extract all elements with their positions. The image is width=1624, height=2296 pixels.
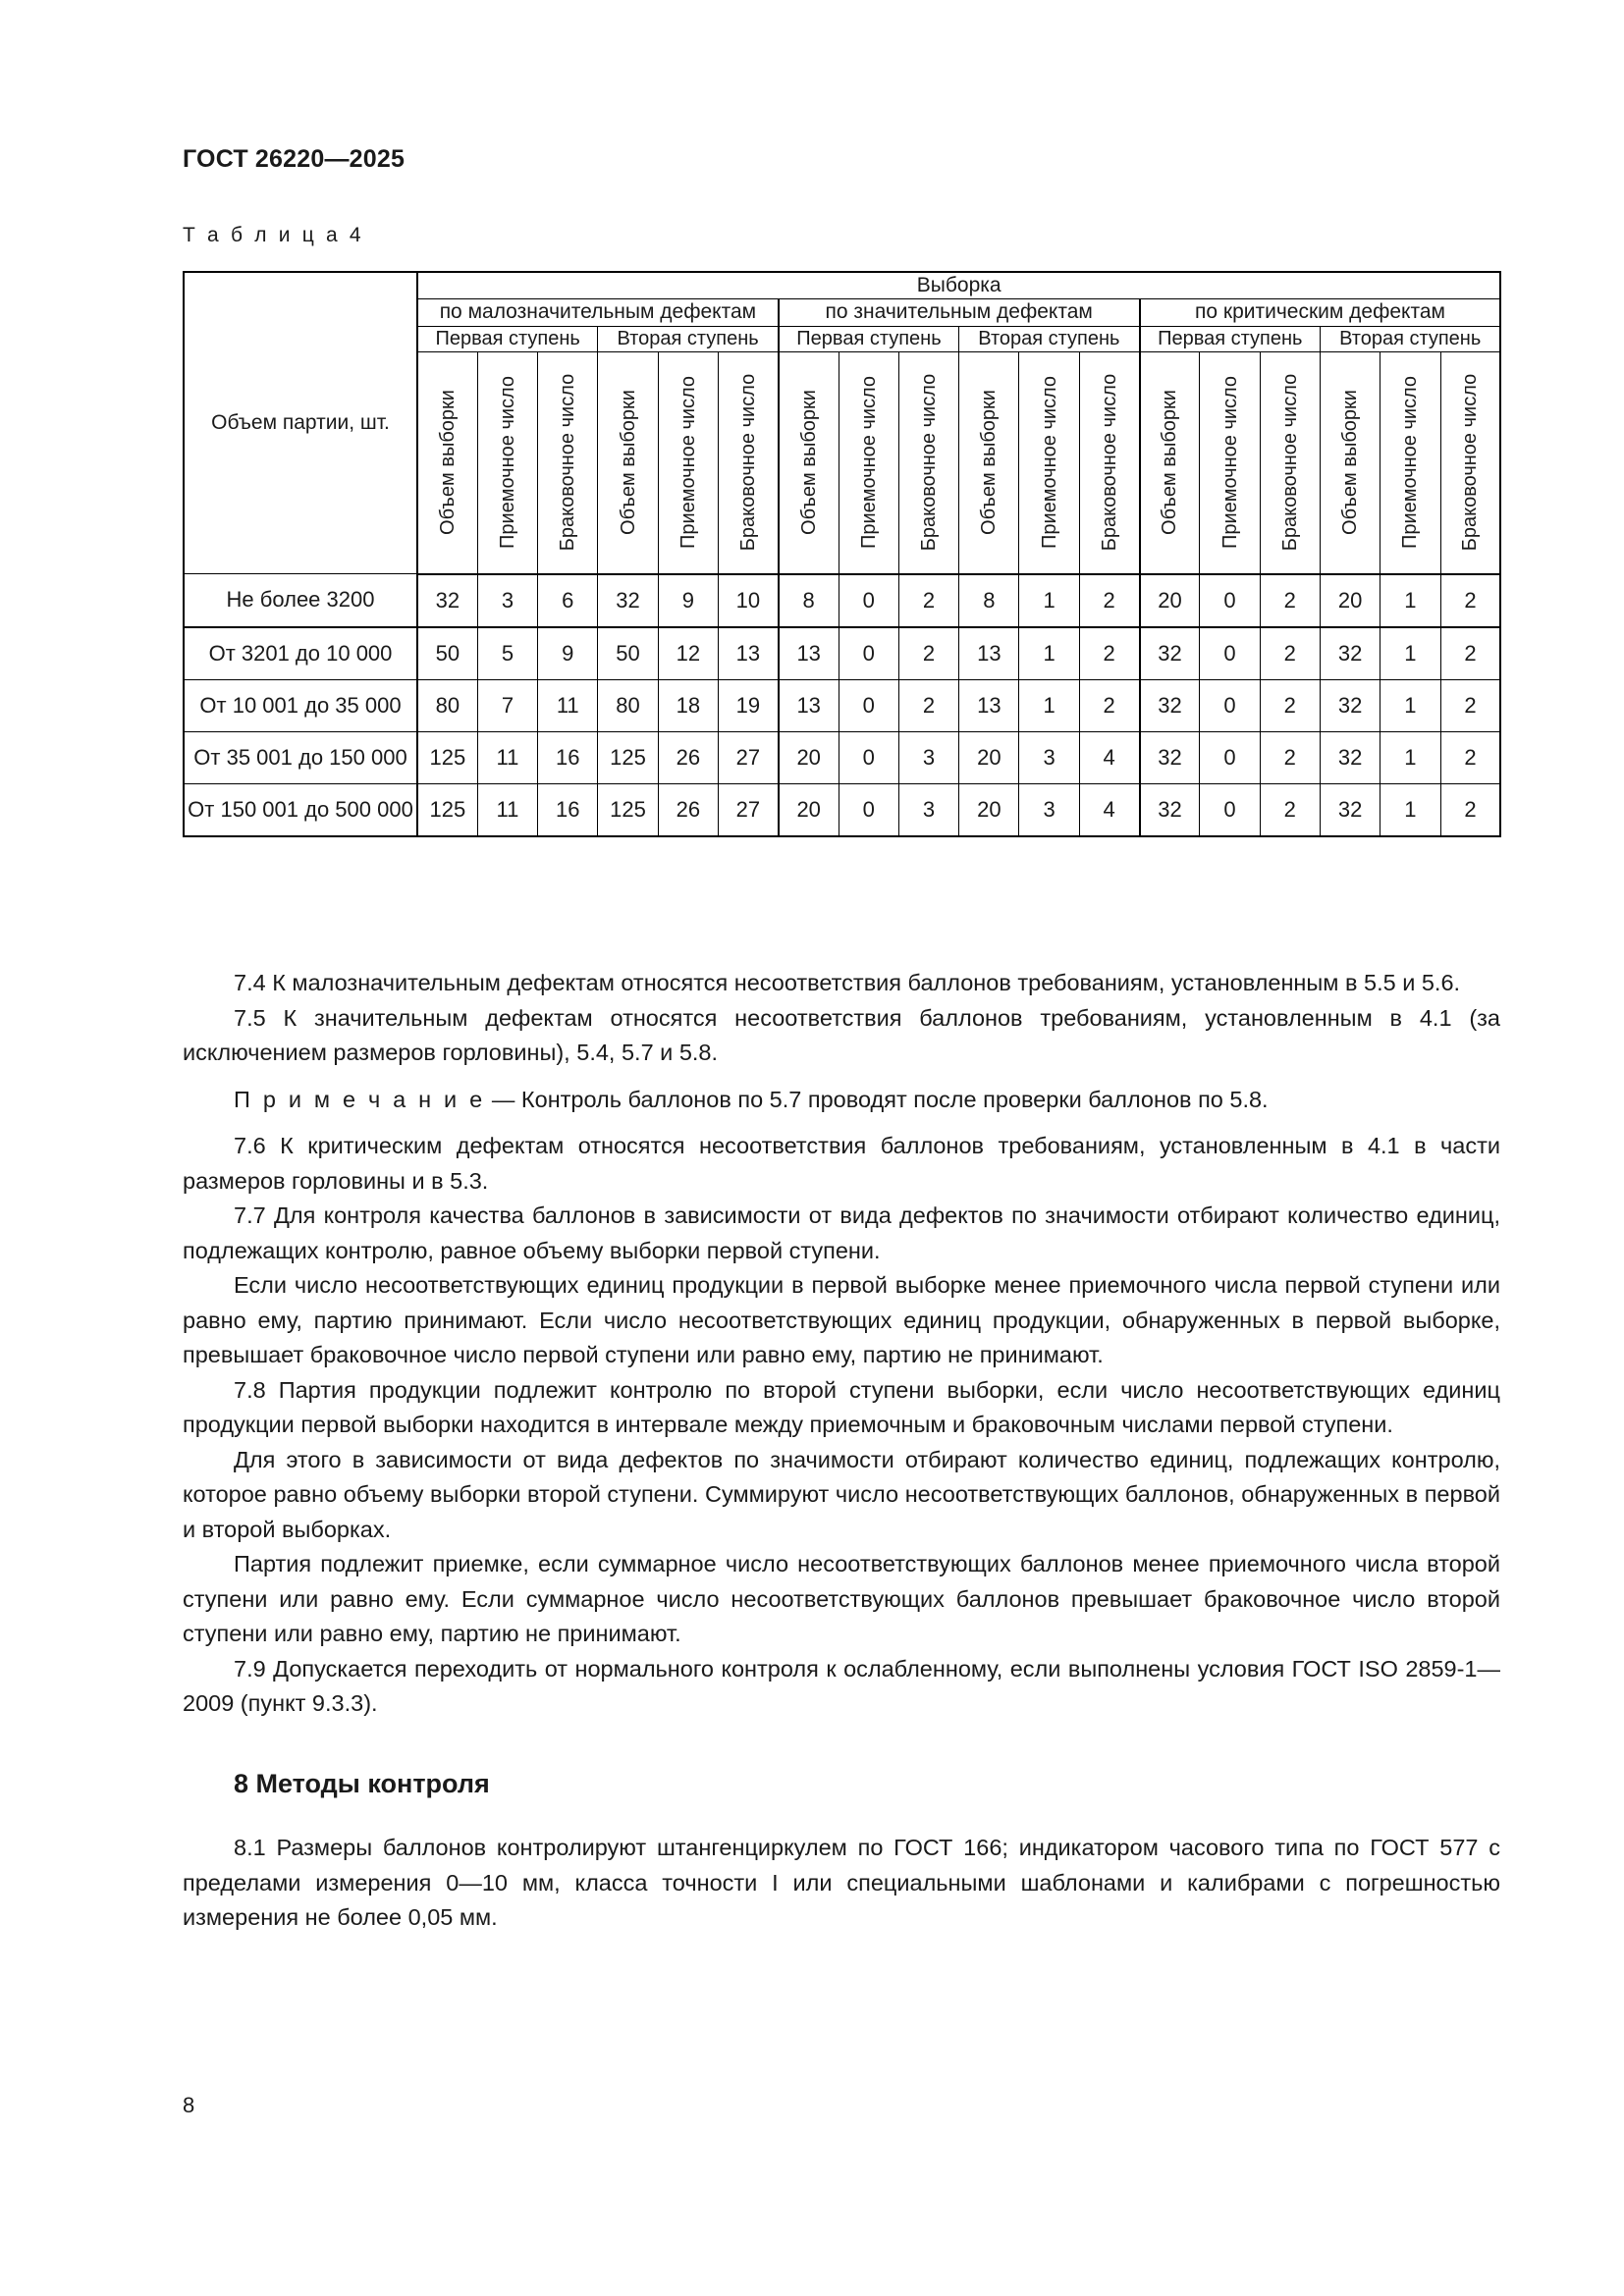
- measure-label: Объем выборки: [1159, 390, 1181, 535]
- sampling-table: [183, 271, 1501, 837]
- table-4-wrapper: [183, 271, 1500, 837]
- row-label: От 150 001 до 500 000: [184, 783, 417, 836]
- measure-label: Объем выборки: [436, 390, 459, 535]
- column-header-measure-4: [658, 351, 718, 574]
- column-header-measure-10: [1019, 351, 1079, 574]
- cell: 10: [718, 574, 778, 627]
- row-label: Не более 3200: [184, 574, 417, 627]
- cell: 2: [1260, 731, 1320, 783]
- cell: 3: [477, 574, 537, 627]
- cell: 27: [718, 783, 778, 836]
- table-caption: Т а б л и ц а 4: [183, 224, 364, 246]
- cell: 2: [1260, 679, 1320, 731]
- column-header-measure-11: [1079, 351, 1139, 574]
- cell: 1: [1380, 731, 1440, 783]
- column-header-sample: Выборка: [417, 272, 1500, 299]
- cell: 4: [1079, 783, 1139, 836]
- column-header-measure-9: [959, 351, 1019, 574]
- cell: 50: [598, 627, 658, 680]
- cell: 32: [598, 574, 658, 627]
- measure-label: Приемочное число: [1218, 375, 1241, 550]
- cell: 0: [839, 783, 898, 836]
- cell: 32: [1320, 783, 1380, 836]
- cell: 1: [1019, 679, 1079, 731]
- measure-label: Объем выборки: [617, 390, 639, 535]
- cell: 32: [1140, 731, 1200, 783]
- cell: 1: [1380, 627, 1440, 680]
- cell: 3: [898, 731, 958, 783]
- cell: 32: [1140, 679, 1200, 731]
- column-header-measure-1: [477, 351, 537, 574]
- cell: 2: [1079, 574, 1139, 627]
- column-header-stage-1a: Первая ступень: [417, 326, 598, 351]
- cell: 3: [1019, 783, 1079, 836]
- cell: 9: [658, 574, 718, 627]
- cell: 32: [1140, 627, 1200, 680]
- cell: 11: [477, 731, 537, 783]
- measure-label: Браковочное число: [736, 373, 759, 552]
- cell: 2: [898, 679, 958, 731]
- measure-label: Браковочное число: [1278, 373, 1301, 552]
- column-header-measure-6: [779, 351, 839, 574]
- cell: 2: [1260, 783, 1320, 836]
- cell: 3: [898, 783, 958, 836]
- table-row: [184, 731, 1500, 783]
- cell: 18: [658, 679, 718, 731]
- row-label: От 3201 до 10 000: [184, 627, 417, 680]
- cell: 32: [417, 574, 477, 627]
- column-header-measure-12: [1140, 351, 1200, 574]
- measure-label: Приемочное число: [677, 375, 699, 550]
- paragraph-8-1: 8.1 Размеры баллонов контролируют штангенциркулем по ГОСТ 166; индикатором часового типа по ГОСТ 577 с пределами измерения 0—10 мм, класса точности I или специальными шаблонами и калибрами с погрешностью измерения не более 0,05 мм.: [183, 1835, 1500, 1930]
- cell: 125: [417, 731, 477, 783]
- cell: 16: [538, 783, 598, 836]
- measure-label: Браковочное число: [918, 373, 941, 552]
- cell: 19: [718, 679, 778, 731]
- cell: 32: [1140, 783, 1200, 836]
- paragraph-7-4: 7.4 К малозначительным дефектам относятся несоответствия баллонов требованиям, установленным в 5.5 и 5.6.: [234, 970, 1461, 995]
- cell: 2: [1440, 731, 1500, 783]
- cell: 13: [779, 627, 839, 680]
- column-header-measure-14: [1260, 351, 1320, 574]
- column-header-measure-0: [417, 351, 477, 574]
- cell: 1: [1019, 627, 1079, 680]
- paragraph-7-7: 7.7 Для контроля качества баллонов в зависимости от вида дефектов по значимости отбирают количество единиц, подлежащих контролю, равное объему выборки первой ступени.: [183, 1202, 1500, 1263]
- cell: 80: [417, 679, 477, 731]
- cell: 32: [1320, 731, 1380, 783]
- body-text: [183, 966, 1500, 1936]
- note-label: П р и м е ч а н и е: [234, 1086, 486, 1112]
- cell: 8: [779, 574, 839, 627]
- cell: 50: [417, 627, 477, 680]
- cell: 2: [1440, 574, 1500, 627]
- column-header-major-defects: по значительным дефектам: [779, 299, 1140, 326]
- cell: 11: [477, 783, 537, 836]
- cell: 2: [1440, 627, 1500, 680]
- measure-label: Объем выборки: [797, 390, 820, 535]
- column-header-measure-17: [1440, 351, 1500, 574]
- page-number: 8: [183, 2093, 195, 2117]
- measure-label: Браковочное число: [1459, 373, 1482, 552]
- cell: 1: [1019, 574, 1079, 627]
- cell: 2: [1079, 679, 1139, 731]
- cell: 11: [538, 679, 598, 731]
- running-header: ГОСТ 26220—2025: [183, 145, 406, 173]
- table-header-row-span: [184, 272, 1500, 299]
- column-header-measure-15: [1320, 351, 1380, 574]
- cell: 125: [598, 783, 658, 836]
- cell: 2: [1079, 627, 1139, 680]
- measure-label: Приемочное число: [857, 375, 880, 550]
- column-header-measure-5: [718, 351, 778, 574]
- column-header-stage-1b: Первая ступень: [779, 326, 959, 351]
- column-header-measure-16: [1380, 351, 1440, 574]
- paragraph-7-7-continued: Если число несоответствующих единиц продукции в первой выборке менее приемочного числа первой ступени или равно ему, партию принимают. Если число несоответствующих единиц продукции, обнаруженных в первой выборке, превышает браковочное число первой ступени или равно ему, партию не принимают.: [183, 1272, 1500, 1367]
- cell: 16: [538, 731, 598, 783]
- cell: 7: [477, 679, 537, 731]
- table-row: [184, 679, 1500, 731]
- measure-label: Объем выборки: [1339, 390, 1362, 535]
- cell: 13: [779, 679, 839, 731]
- cell: 2: [1440, 679, 1500, 731]
- note-text: — Контроль баллонов по 5.7 проводят после проверки баллонов по 5.8.: [485, 1086, 1269, 1112]
- column-header-measure-7: [839, 351, 898, 574]
- paragraph-7-8: 7.8 Партия продукции подлежит контролю по второй ступени выборки, если число несоответствующих единиц продукции первой выборки находится в интервале между приемочным и браковочным числами первой ступени.: [183, 1376, 1500, 1437]
- measure-label: Браковочное число: [557, 373, 579, 552]
- row-label: От 35 001 до 150 000: [184, 731, 417, 783]
- column-header-measure-3: [598, 351, 658, 574]
- cell: 0: [1200, 627, 1260, 680]
- cell: 5: [477, 627, 537, 680]
- note-block: [183, 1071, 1500, 1130]
- cell: 2: [1260, 627, 1320, 680]
- measure-label: Приемочное число: [1399, 375, 1422, 550]
- cell: 0: [1200, 574, 1260, 627]
- paragraph-7-9: 7.9 Допускается переходить от нормального контроля к ослабленному, если выполнены условия ГОСТ ISO 2859-1—2009 (пункт 9.3.3).: [183, 1655, 1500, 1716]
- cell: 0: [839, 627, 898, 680]
- row-label: От 10 001 до 35 000: [184, 679, 417, 731]
- measure-label: Приемочное число: [496, 375, 518, 550]
- cell: 2: [898, 627, 958, 680]
- measure-label: Браковочное число: [1098, 373, 1120, 552]
- column-header-critical-defects: по критическим дефектам: [1140, 299, 1501, 326]
- cell: 0: [1200, 679, 1260, 731]
- cell: 0: [1200, 731, 1260, 783]
- paragraph-7-8-continued: Для этого в зависимости от вида дефектов по значимости отбирают количество единиц, подлежащих контролю, которое равно объему выборки второй ступени. Суммируют число несоответствующих баллонов, обнаруженных в первой и второй выборках.: [183, 1446, 1500, 1542]
- cell: 2: [1440, 783, 1500, 836]
- column-header-measure-2: [538, 351, 598, 574]
- cell: 1: [1380, 783, 1440, 836]
- table-row: [184, 627, 1500, 680]
- cell: 26: [658, 783, 718, 836]
- column-header-stage-2c: Вторая ступень: [1320, 326, 1500, 351]
- cell: 13: [959, 627, 1019, 680]
- cell: 4: [1079, 731, 1139, 783]
- table-row: [184, 783, 1500, 836]
- cell: 26: [658, 731, 718, 783]
- cell: 0: [839, 574, 898, 627]
- cell: 20: [959, 731, 1019, 783]
- paragraph-7-5: 7.5 К значительным дефектам относятся несоответствия баллонов требованиям, установленным в 4.1 (за исключением размеров горловины), 5.4, 5.7 и 5.8.: [183, 1004, 1500, 1065]
- cell: 9: [538, 627, 598, 680]
- cell: 0: [839, 679, 898, 731]
- column-header-stage-1c: Первая ступень: [1140, 326, 1321, 351]
- cell: 3: [1019, 731, 1079, 783]
- cell: 13: [718, 627, 778, 680]
- column-header-stage-2a: Вторая ступень: [598, 326, 779, 351]
- cell: 2: [1260, 574, 1320, 627]
- cell: 125: [598, 731, 658, 783]
- cell: 20: [1140, 574, 1200, 627]
- cell: 1: [1380, 574, 1440, 627]
- cell: 12: [658, 627, 718, 680]
- section-heading-8: 8 Методы контроля: [234, 1768, 490, 1798]
- cell: 32: [1320, 627, 1380, 680]
- cell: 13: [959, 679, 1019, 731]
- cell: 6: [538, 574, 598, 627]
- column-header-lot-size: Объем партии, шт.: [184, 272, 417, 574]
- column-header-stage-2b: Вторая ступень: [959, 326, 1140, 351]
- column-header-measure-13: [1200, 351, 1260, 574]
- cell: 20: [1320, 574, 1380, 627]
- cell: 1: [1380, 679, 1440, 731]
- cell: 0: [839, 731, 898, 783]
- table-row: [184, 574, 1500, 627]
- measure-label: Приемочное число: [1038, 375, 1060, 550]
- cell: 80: [598, 679, 658, 731]
- cell: 20: [959, 783, 1019, 836]
- column-header-minor-defects: по малозначительным дефектам: [417, 299, 779, 326]
- column-header-measure-8: [898, 351, 958, 574]
- paragraph-7-6: 7.6 К критическим дефектам относятся несоответствия баллонов требованиям, установленным в 4.1 в части размеров горловины и в 5.3.: [183, 1133, 1500, 1194]
- cell: 125: [417, 783, 477, 836]
- paragraph-7-8-continued-2: Партия подлежит приемке, если суммарное число несоответствующих баллонов менее приемочного числа второй ступени или равно ему. Если суммарное число несоответствующих баллонов превышает браковочное число второй ступени или равно ему, партию не принимают.: [183, 1551, 1500, 1646]
- cell: 20: [779, 783, 839, 836]
- cell: 0: [1200, 783, 1260, 836]
- cell: 2: [898, 574, 958, 627]
- cell: 27: [718, 731, 778, 783]
- cell: 8: [959, 574, 1019, 627]
- cell: 20: [779, 731, 839, 783]
- cell: 32: [1320, 679, 1380, 731]
- measure-label: Объем выборки: [978, 390, 1001, 535]
